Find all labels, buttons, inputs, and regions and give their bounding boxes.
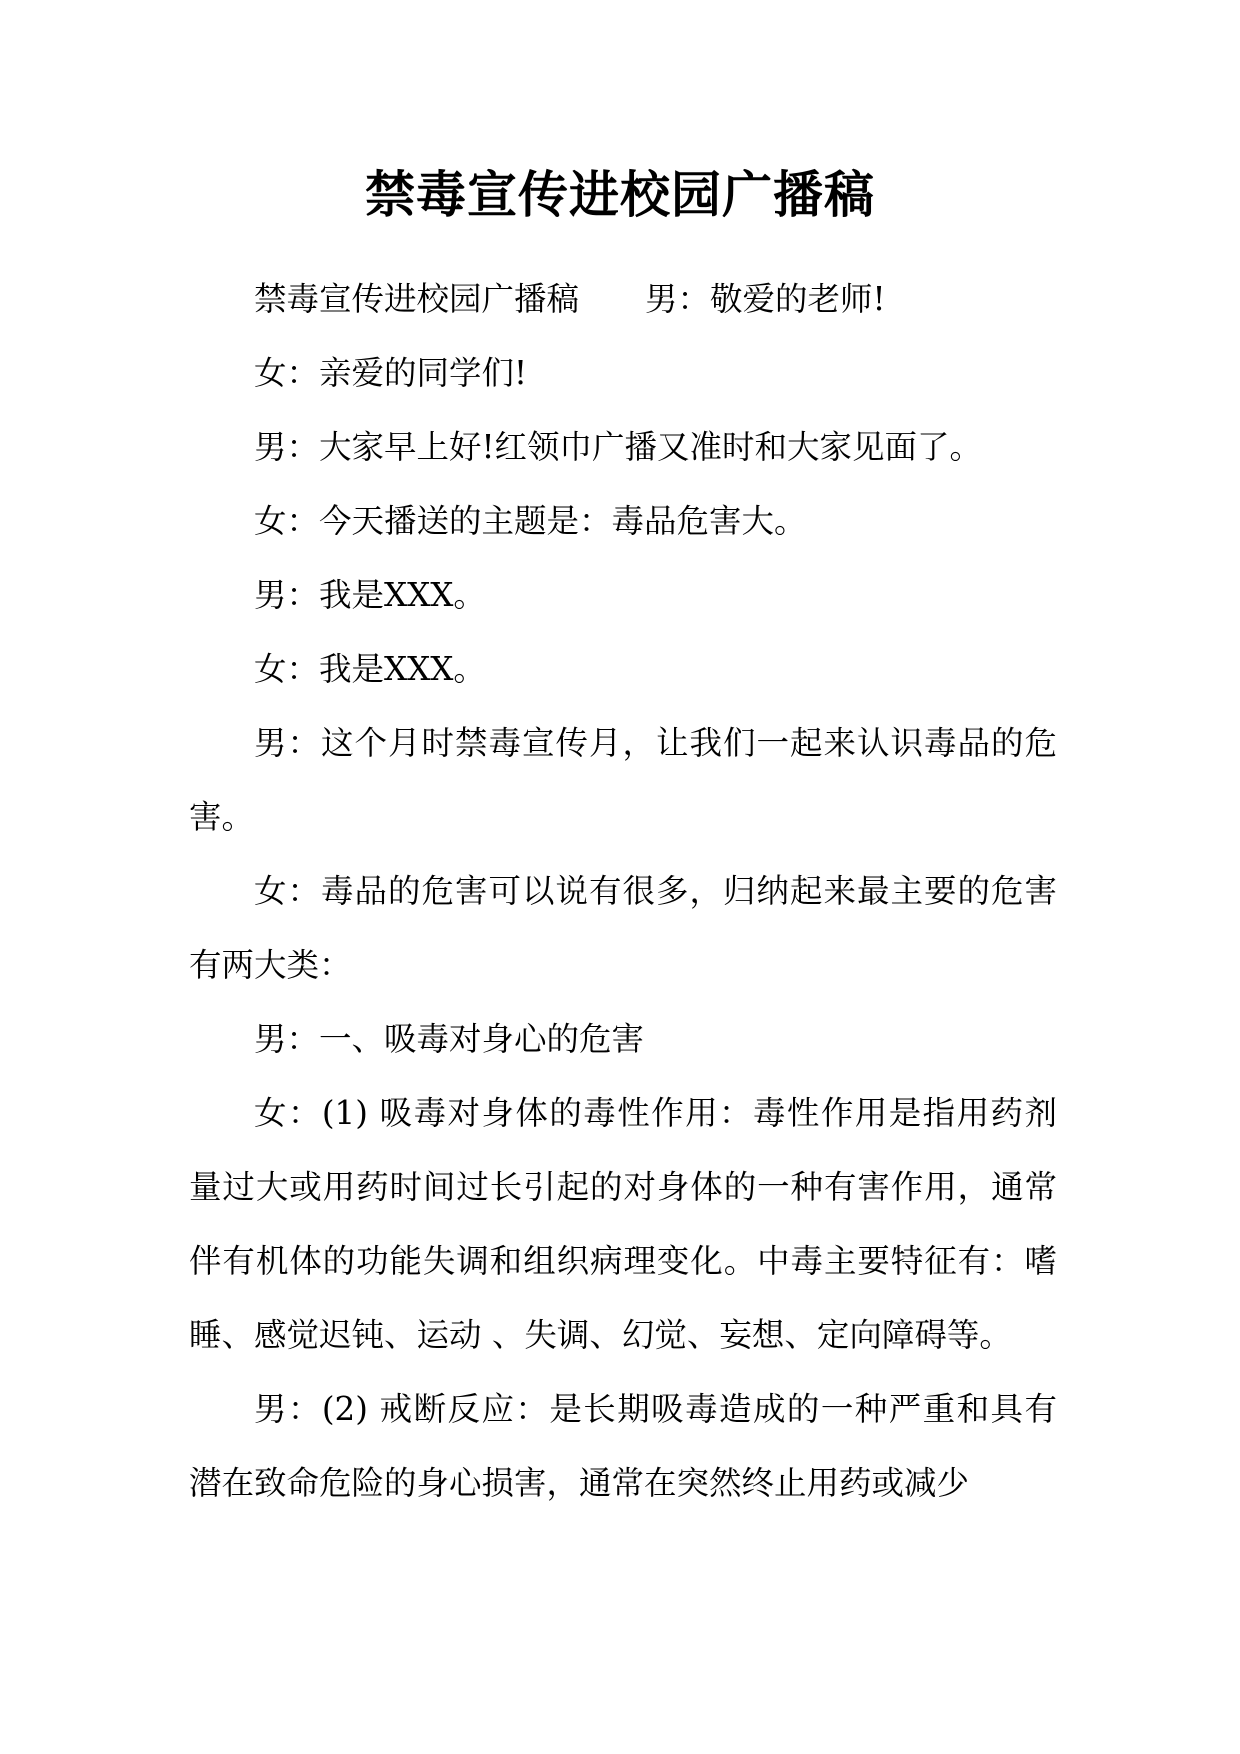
paragraph: 男：我是XXX。 — [254, 576, 486, 614]
paragraph: 女：亲爱的同学们! — [254, 354, 528, 392]
paragraph: 女：毒品的危害可以说有很多，归纳起来最主要的危害有两大类： — [189, 872, 1057, 984]
paragraph: 男：一、吸毒对身心的危害 — [254, 1020, 645, 1058]
intro-title-text: 禁毒宣传进校园广播稿 — [254, 280, 580, 318]
paragraph: 男：这个月时禁毒宣传月，让我们一起来认识毒品的危害。 — [189, 724, 1057, 836]
paragraph: 女：(1) 吸毒对身体的毒性作用：毒性作用是指用药剂量过大或用药时间过长引起的对身体的一种有害作用，通常伴有机体的功能失调和组织病理变化。中毒主要特征有：嗜睡、感觉迟钝、运动 、失调、幻觉、妄想、定向障碍等。 — [189, 1094, 1057, 1354]
paragraph: 男：(2) 戒断反应：是长期吸毒造成的一种严重和具有潜在致命危险的身心损害，通常在突然终止用药或减少 — [189, 1390, 1057, 1502]
document-title: 禁毒宣传进校园广播稿 — [365, 166, 875, 224]
paragraph: 男：大家早上好!红领巾广播又准时和大家见面了。 — [254, 428, 983, 466]
document-body — [189, 262, 1057, 1520]
intro-greeting-text: 男：敬爱的老师! — [645, 280, 886, 318]
paragraph: 女：我是XXX。 — [254, 650, 486, 688]
paragraph: 女：今天播送的主题是：毒品危害大。 — [254, 502, 807, 540]
paragraph-intro — [189, 262, 1057, 336]
